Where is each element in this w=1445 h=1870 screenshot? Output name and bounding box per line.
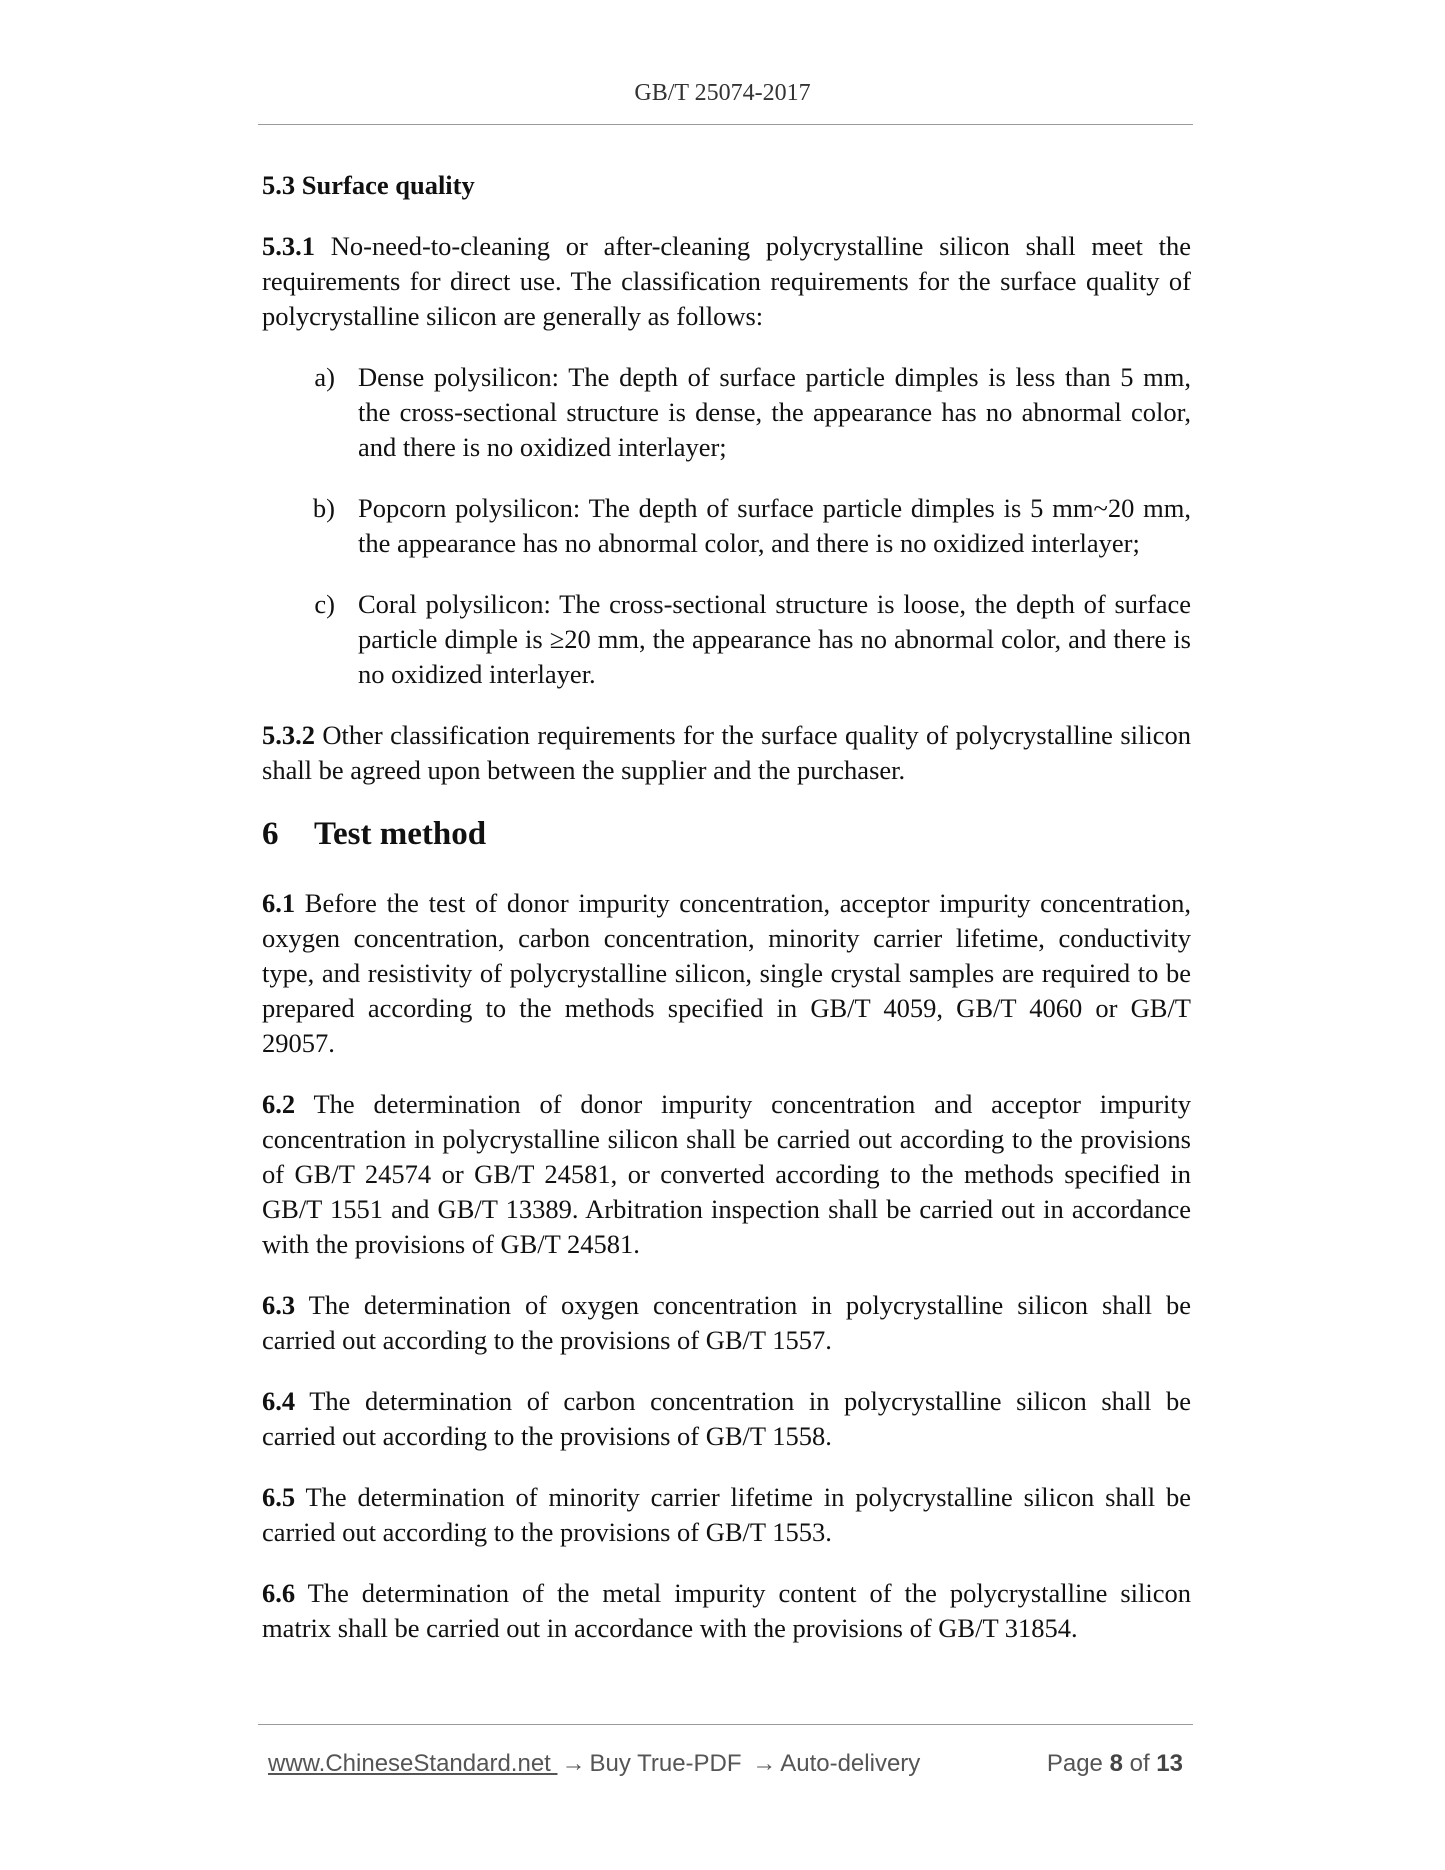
clause-text: Other classification requirements for the surface quality of polycrystalline silicon shall be agreed upon between the supplier and the purchaser. [262, 720, 1191, 785]
buy-pdf-text: Buy True-PDF [589, 1750, 742, 1777]
clause-number: 6.5 [262, 1482, 296, 1512]
section-title: Test method [314, 816, 487, 852]
section-heading-5-3: 5.3 Surface quality [262, 170, 475, 200]
clause-text: The determination of the metal impurity content of the polycrystalline silicon matrix shall be carried out in accordance with the provisions of GB/T 31854. [262, 1578, 1191, 1643]
header-divider [258, 124, 1193, 125]
page-label: Page [1046, 1750, 1103, 1777]
document-body [262, 168, 1191, 1672]
list-marker: a) [314, 362, 335, 392]
clause-6-3 [262, 1288, 1191, 1358]
list-item-text: Coral polysilicon: The cross-sectional structure is loose, the depth of surface particle dimple is ≥20 mm, the appearance has no abnormal color, and there is no oxidized interlayer. [358, 589, 1191, 689]
clause-text: The determination of donor impurity concentration and acceptor impurity concentration in polycrystalline silicon shall be carried out according to the provisions of GB/T 24574 or GB/T 24581, or converted according to the methods specified in GB/T 1551 and GB/T 13389. Arbitration inspection shall be carried out in accordance with the provisions of GB/T 24581. [262, 1089, 1191, 1259]
surface-quality-list [262, 360, 1191, 692]
clause-5-3-2 [262, 718, 1191, 788]
list-marker: b) [312, 493, 335, 523]
clause-number: 6.6 [262, 1578, 296, 1608]
clause-6-5 [262, 1480, 1191, 1550]
list-item [262, 587, 1191, 692]
current-page-number: 8 [1109, 1750, 1123, 1777]
list-item [262, 360, 1191, 465]
arrow-right-icon: → [752, 1750, 777, 1777]
clause-text: Before the test of donor impurity concentration, acceptor impurity concentration, oxygen concentration, carbon concentration, minority carrier lifetime, conductivity type, and resistivity of polycrystalline silicon, single crystal samples are required to be prepared according to the methods specified in GB/T 4059, GB/T 4060 or GB/T 29057. [262, 888, 1191, 1058]
list-item-text: Dense polysilicon: The depth of surface particle dimples is less than 5 mm, the cross-sectional structure is dense, the appearance has no abnormal color, and there is no oxidized interlayer; [358, 362, 1191, 462]
clause-number: 6.2 [262, 1089, 296, 1119]
clause-text: The determination of minority carrier lifetime in polycrystalline silicon shall be carried out according to the provisions of GB/T 1553. [262, 1482, 1191, 1547]
clause-number: 5.3.2 [262, 720, 315, 750]
list-item-text: Popcorn polysilicon: The depth of surface particle dimples is 5 mm~20 mm, the appearance has no abnormal color, and there is no oxidized interlayer; [358, 493, 1191, 558]
arrow-right-icon: → [561, 1750, 586, 1777]
section-heading-6 [262, 814, 1191, 854]
clause-number: 6.4 [262, 1386, 296, 1416]
clause-text: The determination of oxygen concentration in polycrystalline silicon shall be carried out according to the provisions of GB/T 1557. [262, 1290, 1191, 1355]
footer-links [268, 1750, 920, 1778]
of-label: of [1129, 1750, 1150, 1777]
clause-5-3-1 [262, 229, 1191, 334]
page-footer [268, 1750, 1183, 1782]
list-item [262, 491, 1191, 561]
clause-number: 5.3.1 [262, 231, 315, 261]
clause-6-4 [262, 1384, 1191, 1454]
clause-6-6 [262, 1576, 1191, 1646]
page-indicator [1047, 1750, 1183, 1778]
clause-6-1 [262, 886, 1191, 1061]
auto-delivery-text: Auto-delivery [780, 1750, 921, 1777]
clause-text: The determination of carbon concentration in polycrystalline silicon shall be carried out according to the provisions of GB/T 1558. [262, 1386, 1191, 1451]
footer-divider [258, 1724, 1193, 1725]
document-header: GB/T 25074-2017 [634, 80, 811, 106]
website-link[interactable]: www.ChineseStandard.net [268, 1750, 558, 1777]
clause-6-2 [262, 1087, 1191, 1262]
clause-number: 6.1 [262, 888, 296, 918]
list-marker: c) [314, 589, 335, 619]
clause-text: No-need-to-cleaning or after-cleaning polycrystalline silicon shall meet the requirements for direct use. The classification requirements for the surface quality of polycrystalline silicon are generally as follows: [262, 231, 1191, 331]
section-number: 6 [262, 816, 279, 852]
total-pages-number: 13 [1156, 1750, 1183, 1777]
clause-number: 6.3 [262, 1290, 296, 1320]
